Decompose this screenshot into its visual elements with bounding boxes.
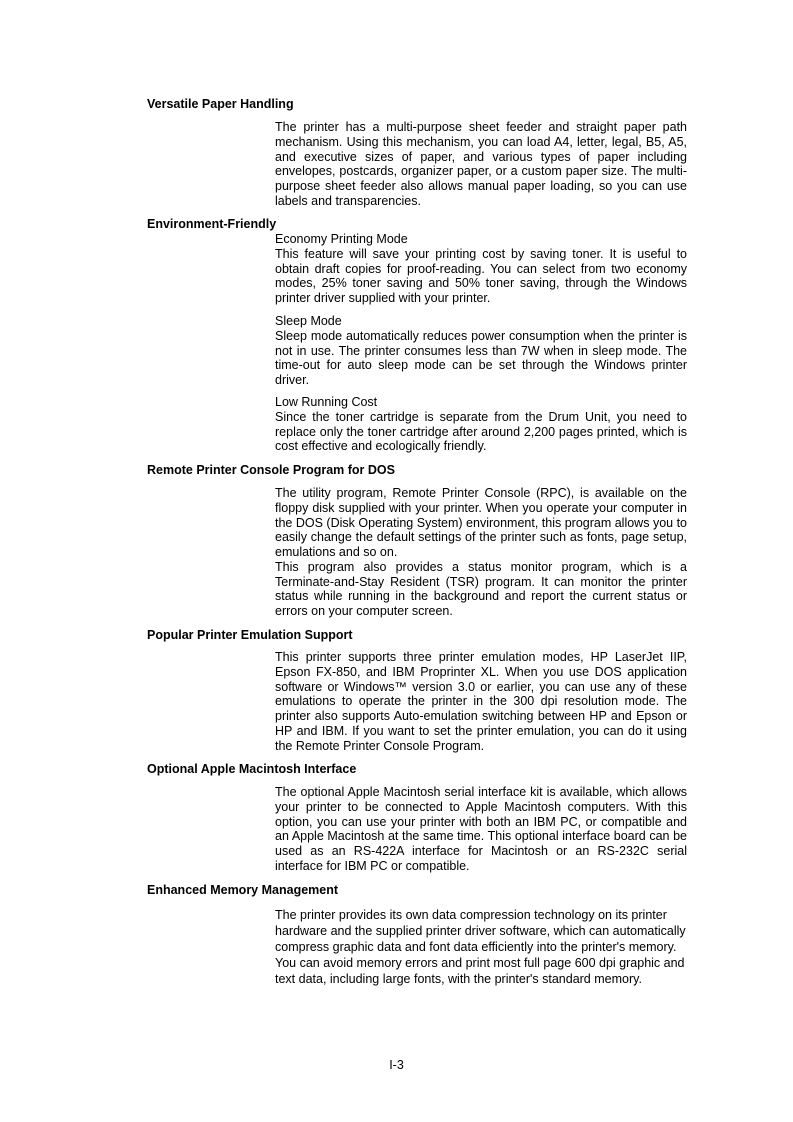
paragraph: This printer supports three printer emulation modes, HP LaserJet IIP, Epson FX-850, and IBM Proprinter XL. When you use DOS application software or Windows™ version 3.0 or earlier, you can use any of these emulations to operate the printer in the 300 dpi resolution mode. The printer also supports Auto-emulation switching between HP and Epson or HP and IBM. If you want to set the printer emulation, you can do it using the Remote Printer Console Program. xyxy=(275,650,687,753)
paragraph: The printer provides its own data compression technology on its printer hardware and the supplied printer driver software, which can automatically compress graphic data and font data efficiently into the printer's memory. You can avoid memory errors and print most full page 600 dpi graphic and text data, including large fonts, with the printer's standard memory. xyxy=(275,908,686,986)
section-heading-memory-management: Enhanced Memory Management xyxy=(147,883,339,897)
paragraph: Sleep mode automatically reduces power consumption when the printer is not in use. The printer consumes less than 7W when in sleep mode. The time-out for auto sleep mode can be set through the Windows printer driver. xyxy=(275,328,687,387)
section-body-paper-handling xyxy=(275,120,687,209)
paragraph: The optional Apple Macintosh serial interface kit is available, which allows your printer to be connected to Apple Macintosh computers. With this option, you can use your printer with both an IBM PC, or compatible and an Apple Macintosh at the same time. This optional interface board can be used as an RS-422A interface for Macintosh or an RS-232C serial interface for IBM PC or compatible. xyxy=(275,785,687,873)
subsection-title: Economy Printing Mode xyxy=(275,232,408,246)
section-heading-emulation-support: Popular Printer Emulation Support xyxy=(147,628,353,642)
subsection-title: Sleep Mode xyxy=(275,314,342,328)
paragraph: This feature will save your printing cost by saving toner. It is useful to obtain draft copies for proof-reading. You can select from two economy modes, 25% toner saving and 50% toner saving, through the Windows printer driver supplied with your printer. xyxy=(275,246,687,305)
subsection-low-running-cost xyxy=(275,395,687,454)
section-heading-remote-console: Remote Printer Console Program for DOS xyxy=(147,463,395,477)
section-heading-macintosh-interface: Optional Apple Macintosh Interface xyxy=(147,762,357,776)
section-body-emulation-support xyxy=(275,650,687,753)
subsection-sleep-mode xyxy=(275,314,687,388)
paragraph: Since the toner cartridge is separate from the Drum Unit, you need to replace only the toner cartridge after around 2,200 pages printed, which is cost effective and ecologically friendly. xyxy=(275,409,687,454)
paragraph: The printer has a multi-purpose sheet feeder and straight paper path mechanism. Using this mechanism, you can load A4, letter, legal, B5, A5, and executive sizes of paper, and various types of paper including envelopes, postcards, organizer paper, or a custom paper size. The multi-purpose sheet feeder also allows manual paper loading, so you can use labels and transparencies. xyxy=(275,120,687,208)
section-body-remote-console xyxy=(275,486,687,619)
page-number: I-3 xyxy=(389,1058,404,1072)
paragraph: The utility program, Remote Printer Console (RPC), is available on the floppy disk supplied with your printer. When you operate your computer in the DOS (Disk Operating System) environment, this program allows you to easily change the default settings of the printer such as fonts, page setup, emulations and so on. xyxy=(275,486,687,559)
subsection-title: Low Running Cost xyxy=(275,395,378,409)
section-heading-environment-friendly: Environment-Friendly xyxy=(147,217,277,231)
section-heading-paper-handling: Versatile Paper Handling xyxy=(147,97,294,111)
section-body-macintosh-interface xyxy=(275,785,687,874)
subsection-economy-printing xyxy=(275,232,687,306)
paragraph: This program also provides a status monitor program, which is a Terminate-and-Stay Resident (TSR) program. It can monitor the printer status while running in the background and report the current status or errors on your computer screen. xyxy=(275,559,687,618)
section-body-memory-management xyxy=(275,907,687,987)
